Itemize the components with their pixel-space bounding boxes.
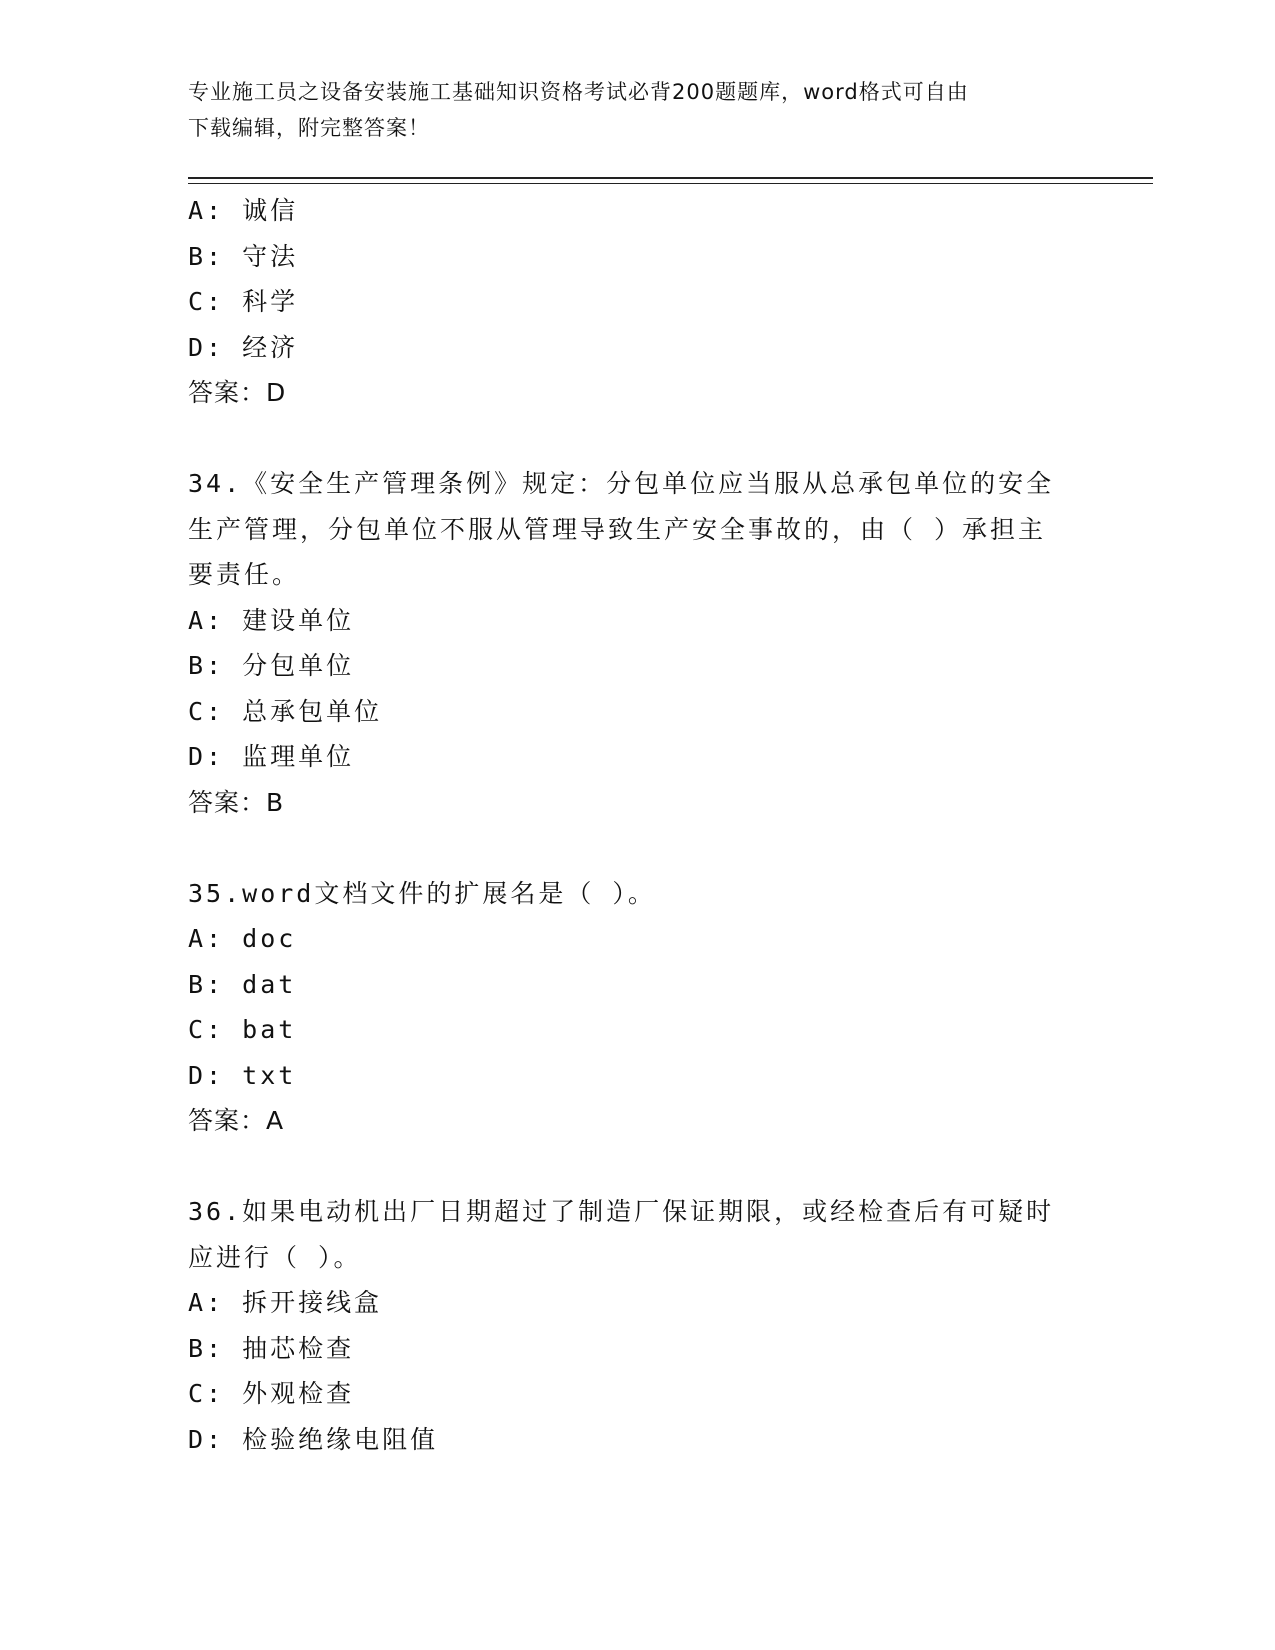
spacer [188, 416, 1088, 462]
question-text-line: 36.如果电动机出厂日期超过了制造厂保证期限，或经检查后有可疑时 [188, 1197, 1055, 1226]
option-d: D: txt [188, 1060, 297, 1090]
option-c: C: bat [188, 1015, 297, 1044]
header-rule-thin [188, 183, 1153, 184]
question-text-line: 应进行（ ）。 [188, 1242, 362, 1272]
spacer [188, 825, 1088, 871]
option-a: A: doc [188, 924, 297, 953]
option-b: B: 抽芯检查 [188, 1333, 355, 1363]
answer-line: 答案：D [188, 378, 287, 407]
answer-line: 答案：B [188, 787, 285, 817]
option-a: A: 诚信 [188, 196, 299, 225]
question-text-line: 34.《安全生产管理条例》规定：分包单位应当服从总承包单位的安全 [188, 469, 1055, 498]
answer-line: 答案：A [188, 1106, 285, 1135]
option-d: D: 监理单位 [188, 742, 355, 771]
option-c: C: 总承包单位 [188, 696, 383, 726]
header-line-2: 下载编辑，附完整答案！ [188, 116, 430, 140]
question-text-line: 35.word文档文件的扩展名是（ ）。 [188, 878, 656, 908]
option-c: C: 外观检查 [188, 1379, 355, 1408]
question-33 [188, 188, 1088, 416]
question-text-line: 生产管理，分包单位不服从管理导致生产安全事故的，由（ ）承担主 [188, 514, 1047, 544]
option-d: D: 经济 [188, 332, 299, 362]
option-b: B: dat [188, 969, 297, 999]
option-b: B: 分包单位 [188, 651, 355, 680]
option-d: D: 检验绝缘电阻值 [188, 1424, 439, 1454]
spacer [188, 1144, 1088, 1190]
question-35 [188, 871, 1088, 1144]
question-36 [188, 1189, 1088, 1462]
option-b: B: 守法 [188, 241, 299, 271]
option-a: A: 建设单位 [188, 605, 355, 635]
question-34 [188, 461, 1088, 825]
header-rule-thick [188, 177, 1153, 179]
question-list [188, 188, 1088, 1462]
option-c: C: 科学 [188, 287, 299, 316]
option-a: A: 拆开接线盒 [188, 1288, 383, 1317]
document-header [188, 74, 1088, 146]
question-text-line: 要责任。 [188, 560, 301, 589]
header-line-1: 专业施工员之设备安装施工基础知识资格考试必背200题题库，word格式可自由 [188, 80, 969, 104]
